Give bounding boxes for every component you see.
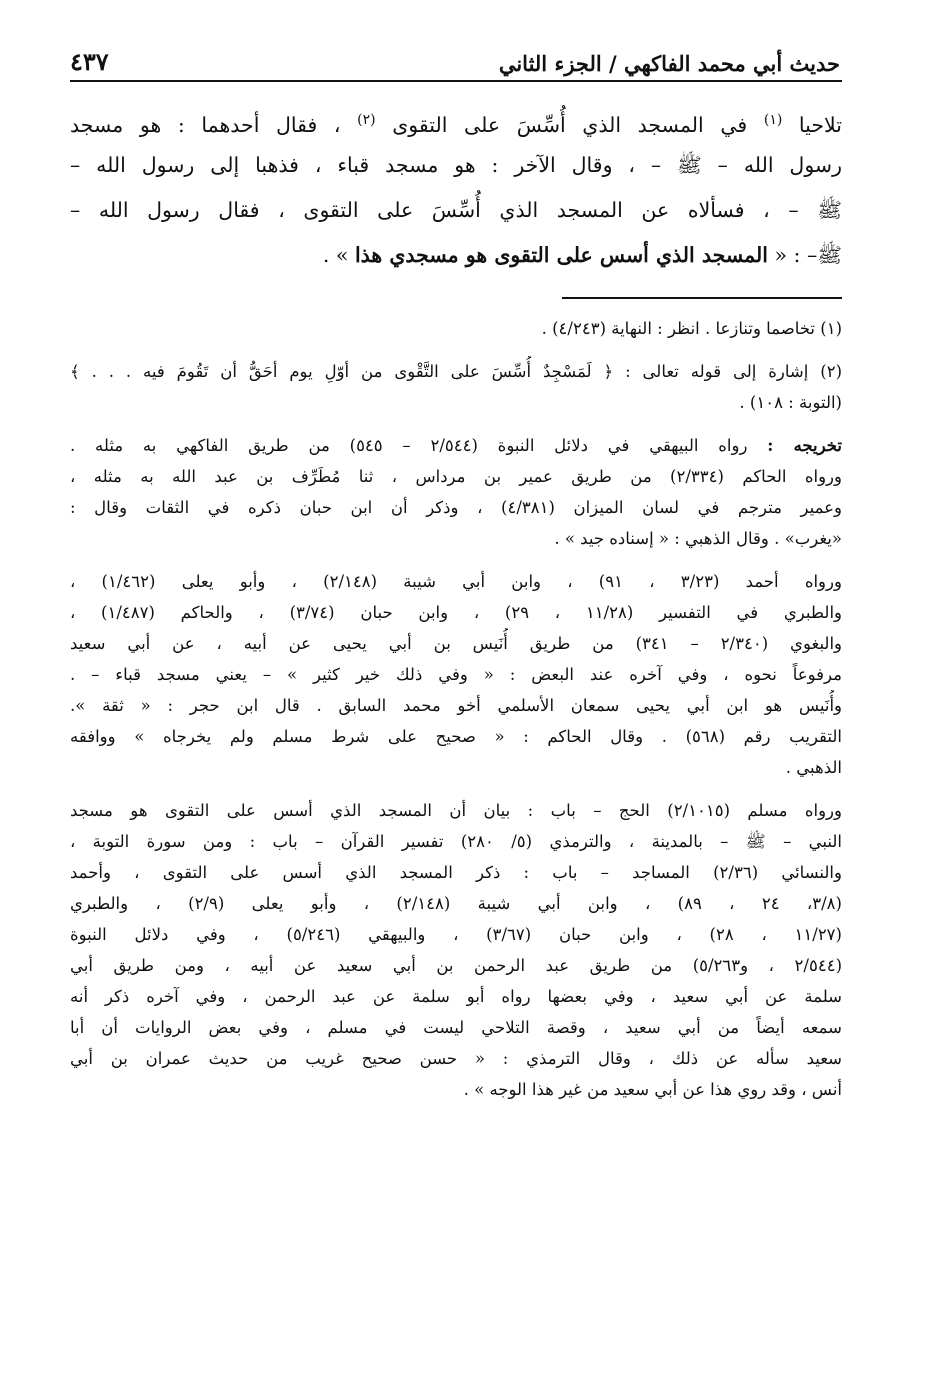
page-number: ٤٣٧ <box>70 47 109 76</box>
main-line-4: ﷺ– : « المسجد الذي أسس على التقوى هو مسجدي هذا » . <box>322 243 842 267</box>
takhrij-paragraph-1: تخريجه : رواه البيهقي في دلائل النبوة (٢/٥٤٤ – ٥٤٥) من طريق الفاكهي به مثله . ورواه الحاكم (٢/٣٣٤) من طريق عمير بن مرداس ، ثنا مُطَرِّف بن عبد الله به مثله ، وعمير مترجم في لسان الميزان (٤/٣٨١) ، وذكر أن ابن حبان ذكره في الثقات وقال : «يغرب» . وقال الذهبي : « إسناده جيد » . <box>70 436 842 548</box>
footnote-ref-2: (٢) <box>357 112 376 128</box>
footnote-ref-1: (١) <box>763 112 783 128</box>
main-text <box>70 98 842 278</box>
footnote-separator <box>562 297 842 299</box>
main-line-1: تلاحيا $^{(١)}$ في المسجد الذي أُسِّسَ على التقوى $^{(٢)}$ ، فقال أحدهما : هو مسجد <box>70 112 842 137</box>
footnote-1: (١) تخاصما وتنازعا . انظر : النهاية (٤/٢٤٣) . <box>541 319 842 338</box>
header-rule <box>70 80 842 82</box>
running-title: حديث أبي محمد الفاكهي / الجزء الثاني <box>498 51 840 76</box>
page-header <box>70 42 840 76</box>
footnote-2: (٢) إشارة إلى قوله تعالى : ﴿ لَمَسْجِدٌ أُسِّسَ على التَّقْوى من أوّلِ يوم أحَقُّ أن تَقُومَ فيه . . . ﴾ (التوبة : ١٠٨) . <box>70 362 842 412</box>
takhrij-paragraph-3: ورواه مسلم (٢/١٠١٥) الحج – باب : بيان أن المسجد الذي أسس على التقوى هو مسجد النبي – ﷺ – بالمدينة ، والترمذي (٥/ ٢٨٠) تفسير القرآن – باب : ومن سورة التوبة ، والنسائي (٢/٣٦) المساجد – باب : ذكر المسجد الذي أسس على التقوى ، وأحمد (٣/٨، ٢٤ ، ٨٩) ، وابن أبي شيبة (٢/١٤٨) ، وأبو يعلى (٢/٩) ، والطبري (١١/٢٧ ، ٢٨) ، وابن حبان (٣/٦٧) ، والبيهقي (٥/٢٤٦) ، وفي دلائل النبوة (٢/٥٤٤ ، و٥/٢٦٣) من طريق عبد الرحمن بن أبي سعيد عن أبيه ، ومن طريق أبي سلمة عن أبي سعيد ، وفي بعضها رواه أبو سلمة عن عبد الرحمن ، وفي آخره ذكر أنه سمعه أيضاً من أبي سعيد ، وقصة التلاحي ليست في مسلم ، وفي بعض الروايات أن أبا سعيد سأله عن ذلك ، وقال الترمذي : « حسن صحيح غريب من حديث عمران بن أبي أنس ، وقد روي هذا عن أبي سعيد من غير هذا الوجه » . <box>70 801 842 1099</box>
notes-section <box>70 313 842 1117</box>
takhrij-paragraph-2: ورواه أحمد (٣/٢٣ ، ٩١) ، وابن أبي شيبة (٢/١٤٨) ، وأبو يعلى (١/٤٦٢) ، والطبري في التفسير (١١/٢٨ ، ٢٩) ، وابن حبان (٣/٧٤) ، والحاكم (١/٤٨٧) ، والبغوي (٢/٣٤٠ – ٣٤١) من طريق أُنَيس بن أبي يحيى عن أبيه ، عن أبي سعيد مرفوعاً نحوه ، وفي آخره عند البعض : « وفي ذلك خير كثير » – يعني مسجد قباء – . وأُنَيس هو ابن أبي يحيى سمعان الأسلمي أخو محمد السابق . قال ابن حجر : « ثقة ». التقريب رقم (٥٦٨) . وقال الحاكم : « صحيح على شرط مسلم ولم يخرجاه » ووافقه الذهبي . <box>70 572 842 777</box>
takhrij-label: تخريجه : <box>767 436 842 455</box>
main-line-2: رسول الله – ﷺ – ، وقال الآخر : هو مسجد قباء ، فذهبا إلى رسول الله – <box>70 153 842 177</box>
hadith-text: المسجد الذي أسس على التقوى هو مسجدي هذا <box>354 243 768 267</box>
main-line-3: ﷺ – ، فسألاه عن المسجد الذي أُسِّسَ على التقوى ، فقال رسول الله – <box>70 198 842 222</box>
